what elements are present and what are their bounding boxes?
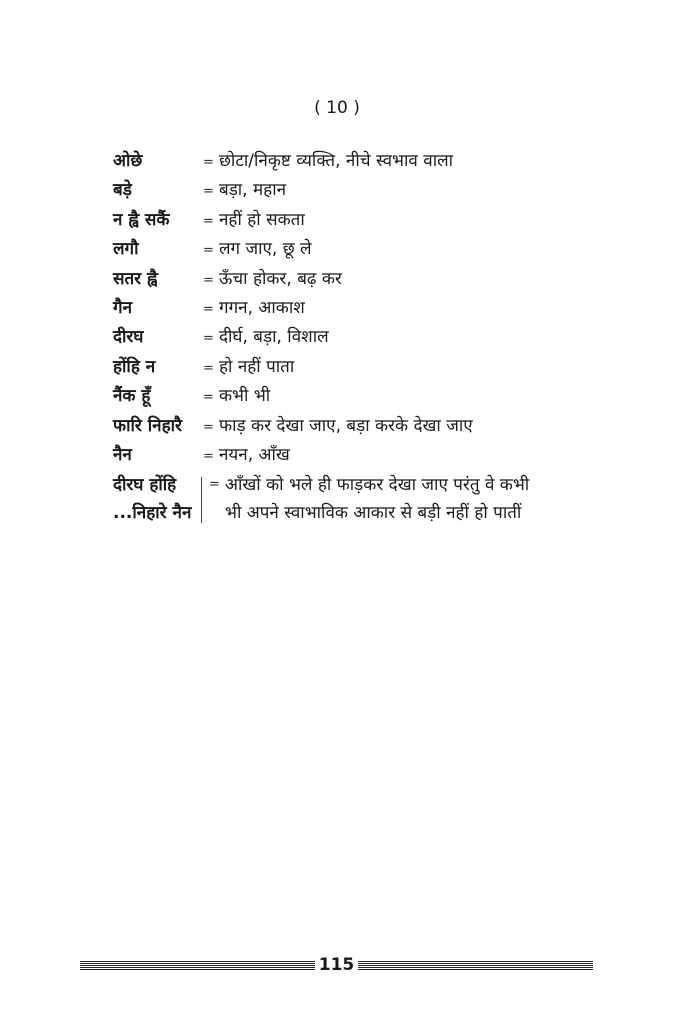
glossary-term: दीरघ <box>113 327 144 348</box>
equals-sign: = <box>203 213 214 229</box>
glossary-term: नैन <box>113 444 132 465</box>
glossary-meaning: नहीं हो सकता <box>219 209 305 230</box>
glossary-entry <box>113 441 593 470</box>
glossary-meaning: लग जाए, छू ले <box>219 239 312 260</box>
glossary-entry <box>113 353 593 382</box>
section-number: ( 10 ) <box>314 98 360 118</box>
glossary-meaning: दीर्घ, बड़ा, विशाल <box>219 327 329 348</box>
glossary-term: होंहि न <box>113 356 156 377</box>
phrase-meaning-line: भी अपने स्वाभाविक आकार से बड़ी नहीं हो पातीं <box>225 503 522 524</box>
glossary <box>113 147 593 527</box>
phrase-term <box>113 471 201 527</box>
glossary-entry <box>113 412 593 441</box>
glossary-term: न ह्वै सकैं <box>113 209 170 230</box>
glossary-meaning: बड़ा, महान <box>219 180 287 201</box>
phrase-term-line: दीरघ होंहि <box>113 475 177 496</box>
equals-sign: = <box>203 184 214 200</box>
phrase-entry <box>113 471 593 527</box>
glossary-entry <box>113 323 593 352</box>
page-number: 115 <box>318 955 355 975</box>
phrase-meaning-line: आँखों को भले ही फाड़कर देखा जाए परंतु वे कभी <box>225 475 530 496</box>
glossary-entry <box>113 206 593 235</box>
glossary-term: ओछे <box>113 151 143 171</box>
glossary-term: लगौ <box>113 239 139 260</box>
glossary-entry <box>113 382 593 411</box>
glossary-entry <box>113 265 593 294</box>
equals-sign: = <box>203 448 214 464</box>
glossary-term: नैंक हूँ <box>113 386 151 407</box>
glossary-term: फारि निहारै <box>113 415 183 436</box>
glossary-entry <box>113 147 593 176</box>
glossary-meaning: गगन, आकाश <box>219 297 305 318</box>
equals-sign: = <box>203 243 214 259</box>
glossary-term: बड़े <box>113 180 132 201</box>
equals-sign: = <box>203 301 214 317</box>
glossary-entry <box>113 235 593 264</box>
glossary-meaning: छोटा/निकृष्ट व्यक्ति, नीचे स्वभाव वाला <box>219 151 454 171</box>
equals-sign: = <box>203 331 214 347</box>
glossary-term: सतर ह्वै <box>113 268 158 289</box>
glossary-term: गैन <box>113 297 133 318</box>
phrase-meaning <box>225 471 593 527</box>
page-footer <box>80 954 593 976</box>
glossary-meaning: कभी भी <box>219 386 271 407</box>
glossary-meaning: हो नहीं पाता <box>219 356 295 377</box>
footer-rule-right <box>358 961 593 970</box>
glossary-meaning: ऊँचा होकर, बढ़ कर <box>219 268 342 289</box>
equals-sign: = <box>209 477 220 493</box>
glossary-entry <box>113 176 593 205</box>
equals-sign: = <box>203 390 214 406</box>
footer-rule-left <box>80 961 315 970</box>
equals-sign: = <box>203 155 214 170</box>
equals-sign: = <box>203 360 214 376</box>
phrase-term-line: ...निहारे नैन <box>113 503 192 524</box>
equals-sign: = <box>203 419 214 435</box>
glossary-meaning: फाड़ कर देखा जाए, बड़ा करके देखा जाए <box>219 415 473 436</box>
glossary-meaning: नयन, आँख <box>219 444 290 465</box>
equals-sign: = <box>203 272 214 288</box>
glossary-entry <box>113 294 593 323</box>
